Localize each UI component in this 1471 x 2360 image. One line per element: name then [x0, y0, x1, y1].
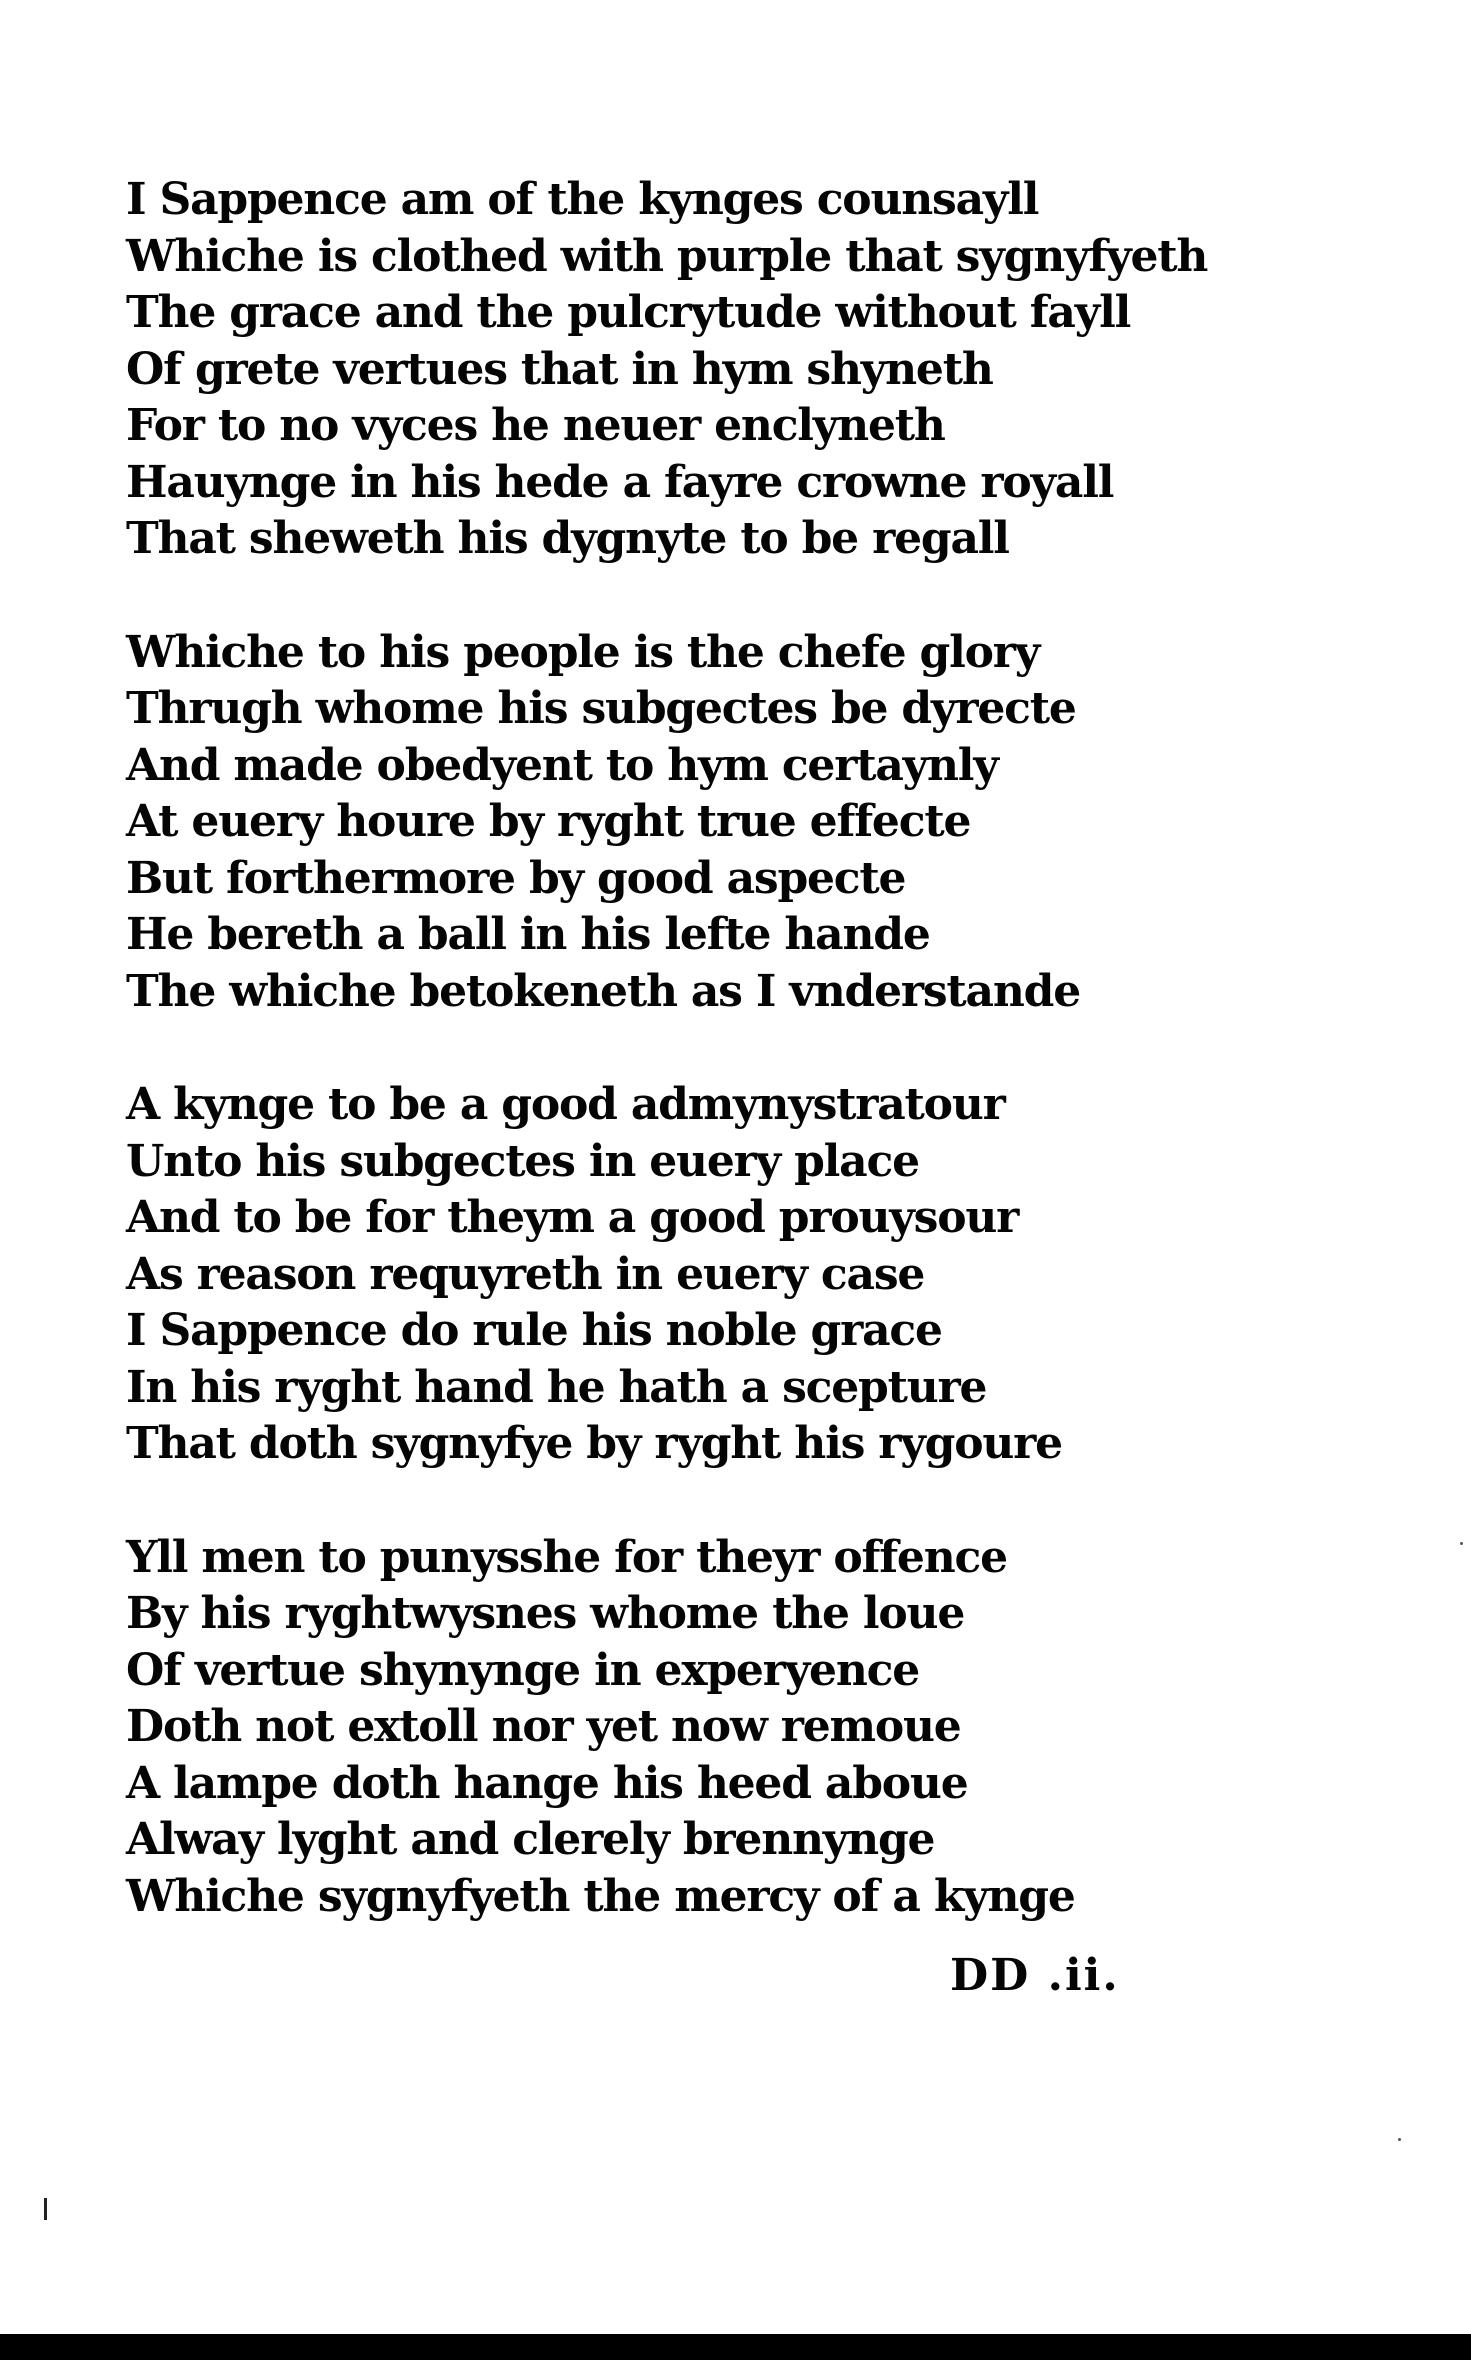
ink-speck — [1398, 2138, 1401, 2141]
verse-line: He bereth a ball in his lefte hande — [126, 909, 930, 960]
stanza-4 — [126, 1530, 1186, 1926]
ink-speck — [1460, 1542, 1463, 1545]
verse-line: I Sappence do rule his noble grace — [126, 1305, 942, 1356]
verse-line: Whiche to his people is the chefe glory — [126, 626, 1040, 678]
verse-line: For to no vyces he neuer enclyneth — [126, 400, 945, 451]
stanza-1 — [126, 172, 1208, 568]
verse-line: The whiche betokeneth as I vnderstande — [126, 965, 1081, 1017]
verse-line: By his ryghtwysnes whome the loue — [126, 1588, 965, 1639]
verse-text — [126, 172, 1208, 1982]
verse-line: The grace and the pulcrytude without fayll — [126, 287, 1131, 338]
margin-mark — [44, 2198, 47, 2220]
verse-line: Alway lyght and clerely brennynge — [126, 1814, 935, 1865]
verse-line: Thrugh whome his subgectes be dyrecte — [126, 683, 1076, 734]
scan-edge-bar — [0, 2334, 1471, 2360]
verse-line: That sheweth his dygnyte to be regall — [126, 513, 1009, 564]
verse-line: Of grete vertues that in hym shyneth — [126, 343, 993, 395]
verse-line: Whiche is clothed with purple that sygnyfyeth — [126, 230, 1208, 282]
verse-line: And made obedyent to hym certaynly — [126, 739, 998, 791]
verse-line: As reason requyreth in euery case — [126, 1248, 925, 1300]
verse-line: That doth sygnyfye by ryght his rygoure — [126, 1418, 1062, 1469]
verse-line: Of vertue shynynge in experyence — [126, 1644, 920, 1696]
verse-line: But forthermore by good aspecte — [126, 852, 906, 904]
verse-line: A lampe doth hange his heed aboue — [126, 1757, 968, 1809]
verse-line: I Sappence am of the kynges counsayll — [126, 174, 1039, 225]
verse-line: In his ryght hand he hath a scepture — [126, 1361, 987, 1413]
verse-line: A kynge to be a good admynystratour — [126, 1079, 1005, 1130]
verse-line: Whiche sygnyfyeth the mercy of a kynge — [126, 1870, 1075, 1922]
verse-line: Unto his subgectes in euery place — [126, 1135, 919, 1187]
verse-line: And to be for theym a good prouysour — [126, 1192, 1019, 1243]
stanza-2 — [126, 625, 1186, 1021]
signature-mark: DD .ii. — [950, 1950, 1120, 2001]
verse-line: Hauynge in his hede a fayre crowne royall — [126, 456, 1114, 508]
stanza-3 — [126, 1077, 1186, 1473]
verse-line: Yll men to punysshe for theyr offence — [126, 1531, 1007, 1583]
verse-line: Doth not extoll nor yet now remoue — [126, 1701, 961, 1752]
verse-line: At euery houre by ryght true effecte — [126, 796, 971, 847]
